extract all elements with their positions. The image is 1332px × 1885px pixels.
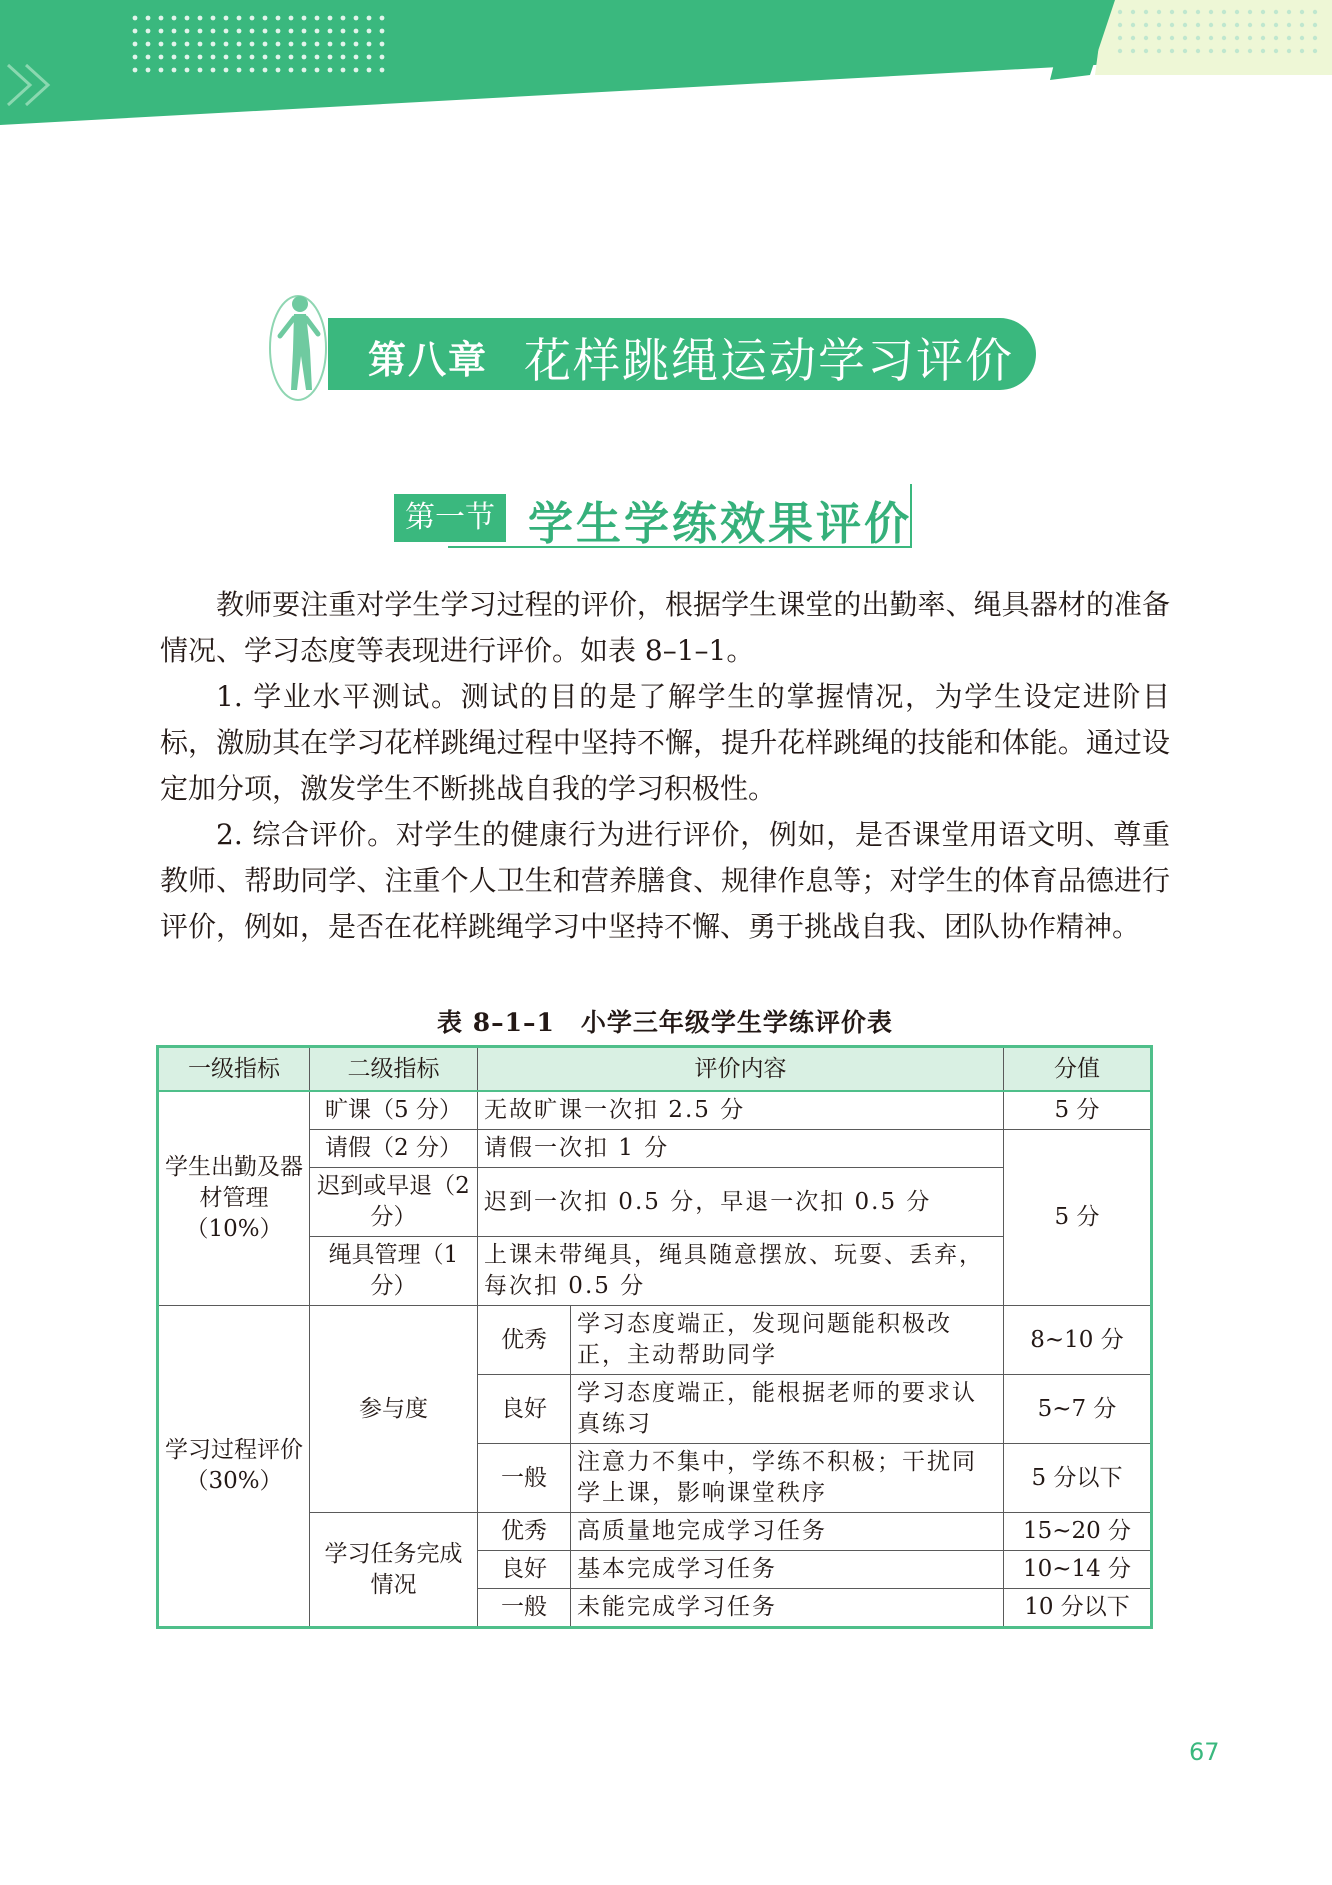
banner-dot	[1222, 49, 1226, 53]
banner-dot	[354, 16, 359, 21]
banner-dot	[328, 29, 333, 34]
banner-dot	[289, 42, 294, 47]
banner-dot	[276, 29, 281, 34]
banner-dot	[1248, 10, 1252, 14]
page-number: 67	[1189, 1738, 1220, 1766]
banner-dot	[198, 16, 203, 21]
banner-dot	[263, 16, 268, 21]
banner-dot	[1118, 10, 1122, 14]
banner-dot	[1131, 49, 1135, 53]
score-cell: 10~14 分	[1004, 1551, 1152, 1589]
header-cell: 分值	[1004, 1047, 1152, 1092]
banner-dot	[1157, 10, 1161, 14]
banner-dot	[1261, 36, 1265, 40]
banner-dot	[1248, 23, 1252, 27]
banner-dot	[1183, 10, 1187, 14]
banner-dot	[1196, 23, 1200, 27]
content-cell: 学习态度端正，发现问题能积极改正，主动帮助同学	[571, 1306, 1004, 1375]
banner-dot	[1287, 36, 1291, 40]
banner-dot	[1183, 49, 1187, 53]
banner-dot	[328, 68, 333, 73]
banner-dot	[1313, 49, 1317, 53]
banner-dot	[1144, 36, 1148, 40]
banner-dot	[224, 29, 229, 34]
content-cell: 注意力不集中，学练不积极；干扰同学上课，影响课堂秩序	[571, 1444, 1004, 1513]
banner-dot	[133, 42, 138, 47]
level2-cell: 学习任务完成情况	[310, 1513, 478, 1628]
banner-dot	[1222, 23, 1226, 27]
banner-dot	[211, 68, 216, 73]
score-cell: 5 分以下	[1004, 1444, 1152, 1513]
banner-dot	[367, 55, 372, 60]
level1-cell: 学习过程评价（30%）	[158, 1306, 310, 1628]
banner-dot	[302, 68, 307, 73]
content-cell: 无故旷课一次扣 2.5 分	[478, 1091, 1004, 1130]
level2-cell: 旷课（5 分）	[310, 1091, 478, 1130]
banner-dot	[1144, 10, 1148, 14]
banner-dot	[367, 16, 372, 21]
banner-dot	[1157, 36, 1161, 40]
banner-dot	[1131, 23, 1135, 27]
banner-dot	[1183, 36, 1187, 40]
grade-cell: 优秀	[478, 1513, 571, 1551]
grade-cell: 优秀	[478, 1306, 571, 1375]
banner-dot	[315, 29, 320, 34]
banner-dot	[1287, 10, 1291, 14]
banner-dot	[1209, 36, 1213, 40]
banner-dot	[367, 29, 372, 34]
banner-dot	[380, 16, 385, 21]
banner-dot	[250, 68, 255, 73]
banner-dot	[1209, 10, 1213, 14]
banner-dot	[1144, 23, 1148, 27]
banner-dot	[1287, 49, 1291, 53]
banner-dot	[302, 29, 307, 34]
level2-cell: 迟到或早退（2 分）	[310, 1168, 478, 1237]
header-banner	[0, 0, 1332, 130]
banner-dot	[1157, 23, 1161, 27]
banner-dot	[341, 55, 346, 60]
banner-dot	[185, 42, 190, 47]
banner-dot	[263, 55, 268, 60]
banner-dot	[198, 29, 203, 34]
banner-dot	[276, 68, 281, 73]
banner-dot	[185, 16, 190, 21]
content-cell: 基本完成学习任务	[571, 1551, 1004, 1589]
banner-dot	[315, 16, 320, 21]
banner-dot	[211, 42, 216, 47]
banner-dot	[302, 42, 307, 47]
banner-dot	[354, 29, 359, 34]
banner-dot	[302, 16, 307, 21]
header-cell: 二级指标	[310, 1047, 478, 1092]
banner-dot	[1170, 23, 1174, 27]
banner-dot	[1118, 49, 1122, 53]
banner-dot	[276, 16, 281, 21]
banner-dot	[172, 29, 177, 34]
banner-dot	[1300, 49, 1304, 53]
banner-dot	[380, 29, 385, 34]
rope-jumper-icon	[266, 290, 336, 405]
banner-dot	[211, 16, 216, 21]
banner-dot	[1118, 36, 1122, 40]
banner-dot	[159, 29, 164, 34]
banner-dot	[146, 42, 151, 47]
banner-dot	[380, 55, 385, 60]
score-cell: 10 分以下	[1004, 1589, 1152, 1628]
banner-dot	[341, 68, 346, 73]
banner-dot	[289, 16, 294, 21]
level2-cell: 参与度	[310, 1306, 478, 1513]
banner-dot	[250, 42, 255, 47]
header-cell: 评价内容	[478, 1047, 1004, 1092]
banner-dot	[1235, 49, 1239, 53]
banner-dot	[133, 29, 138, 34]
banner-dot	[1183, 23, 1187, 27]
banner-dot	[224, 16, 229, 21]
banner-dot	[1313, 10, 1317, 14]
banner-dot	[289, 55, 294, 60]
banner-dot	[354, 55, 359, 60]
banner-dot	[1170, 49, 1174, 53]
banner-dot	[315, 55, 320, 60]
banner-dot	[146, 29, 151, 34]
banner-dot	[263, 29, 268, 34]
banner-dot	[172, 42, 177, 47]
banner-dot	[328, 55, 333, 60]
table-header-row	[158, 1047, 1152, 1092]
banner-dot	[198, 55, 203, 60]
score-cell: 15~20 分	[1004, 1513, 1152, 1551]
banner-dot	[146, 55, 151, 60]
banner-dot	[224, 68, 229, 73]
banner-dot	[250, 55, 255, 60]
chapter-number: 第八章	[368, 338, 489, 382]
banner-dot	[133, 16, 138, 21]
banner-dot	[1313, 36, 1317, 40]
section-number: 第一节	[394, 494, 506, 542]
banner-dot	[263, 42, 268, 47]
table-row	[158, 1306, 1152, 1375]
banner-dot	[1196, 49, 1200, 53]
banner-dot	[172, 68, 177, 73]
banner-dot	[380, 68, 385, 73]
banner-dot	[237, 16, 242, 21]
banner-dot	[263, 68, 268, 73]
grade-cell: 一般	[478, 1589, 571, 1628]
banner-dot	[1300, 36, 1304, 40]
banner-dot	[1274, 10, 1278, 14]
grade-cell: 良好	[478, 1551, 571, 1589]
banner-dot	[1274, 36, 1278, 40]
banner-dot	[276, 55, 281, 60]
banner-dot	[1157, 49, 1161, 53]
banner-dot	[354, 68, 359, 73]
evaluation-table	[156, 1045, 1153, 1629]
table-row	[158, 1091, 1152, 1130]
banner-dot	[1274, 23, 1278, 27]
banner-dot	[1313, 23, 1317, 27]
banner-dot	[224, 55, 229, 60]
content-cell: 请假一次扣 1 分	[478, 1130, 1004, 1168]
banner-dot	[341, 42, 346, 47]
paragraph: 2. 综合评价。对学生的健康行为进行评价，例如，是否课堂用语文明、尊重教师、帮助同学、注重个人卫生和营养膳食、规律作息等；对学生的体育品德进行评价，例如，是否在花样跳绳学习中坚持不懈、勇于挑战自我、团队协作精神。	[160, 818, 1170, 943]
content-cell: 未能完成学习任务	[571, 1589, 1004, 1628]
banner-dot	[185, 29, 190, 34]
banner-dot	[328, 16, 333, 21]
banner-dot	[1261, 23, 1265, 27]
score-cell: 5 分	[1004, 1130, 1152, 1306]
banner-dot	[380, 42, 385, 47]
banner-dot	[1261, 10, 1265, 14]
paragraph: 教师要注重对学生学习过程的评价，根据学生课堂的出勤率、绳具器材的准备情况、学习态度等表现进行评价。如表 8–1–1。	[160, 588, 1170, 667]
banner-dot	[354, 42, 359, 47]
content-cell: 高质量地完成学习任务	[571, 1513, 1004, 1551]
banner-dot	[341, 16, 346, 21]
banner-dot	[1274, 49, 1278, 53]
banner-dot	[1261, 49, 1265, 53]
banner-dot	[1131, 36, 1135, 40]
level2-cell: 请假（2 分）	[310, 1130, 478, 1168]
banner-dot	[1248, 36, 1252, 40]
banner-dot	[146, 16, 151, 21]
banner-dot	[289, 68, 294, 73]
banner-dot	[198, 68, 203, 73]
banner-dot	[367, 42, 372, 47]
banner-dot	[146, 68, 151, 73]
banner-dot	[276, 42, 281, 47]
banner-dot	[1196, 36, 1200, 40]
content-cell: 上课未带绳具，绳具随意摆放、玩耍、丢弃，每次扣 0.5 分	[478, 1237, 1004, 1306]
banner-dot	[1235, 10, 1239, 14]
banner-dot	[172, 55, 177, 60]
section-title: 学生学练效果评价	[528, 497, 913, 550]
banner-dot	[237, 55, 242, 60]
banner-dot	[1300, 23, 1304, 27]
banner-dot	[315, 68, 320, 73]
level2-cell: 绳具管理（1 分）	[310, 1237, 478, 1306]
banner-dot	[133, 68, 138, 73]
banner-dot	[1209, 49, 1213, 53]
table-caption: 表 8–1–1 小学三年级学生学练评价表	[437, 1008, 893, 1037]
banner-dot	[211, 55, 216, 60]
banner-dot	[1144, 49, 1148, 53]
banner-dot	[133, 55, 138, 60]
score-cell: 5 分	[1004, 1091, 1152, 1130]
banner-dot	[341, 29, 346, 34]
content-cell: 学习态度端正，能根据老师的要求认真练习	[571, 1375, 1004, 1444]
header-cell: 一级指标	[158, 1047, 310, 1092]
banner-dot	[159, 68, 164, 73]
banner-dot	[1196, 10, 1200, 14]
content-cell: 迟到一次扣 0.5 分，早退一次扣 0.5 分	[478, 1168, 1004, 1237]
grade-cell: 良好	[478, 1375, 571, 1444]
banner-dot	[1222, 36, 1226, 40]
banner-dot	[1118, 23, 1122, 27]
banner-dot	[315, 42, 320, 47]
level1-cell: 学生出勤及器材管理（10%）	[158, 1091, 310, 1306]
banner-dot	[1170, 36, 1174, 40]
grade-cell: 一般	[478, 1444, 571, 1513]
banner-dot	[1170, 10, 1174, 14]
banner-dot	[1300, 10, 1304, 14]
banner-dot	[302, 55, 307, 60]
banner-dot	[367, 68, 372, 73]
banner-dot	[289, 29, 294, 34]
banner-dot	[185, 55, 190, 60]
banner-dot	[1209, 23, 1213, 27]
banner-dot	[1248, 49, 1252, 53]
banner-dot	[211, 29, 216, 34]
banner-dot	[237, 42, 242, 47]
banner-dot	[1235, 36, 1239, 40]
banner-dot	[159, 16, 164, 21]
banner-dot	[250, 29, 255, 34]
banner-dot	[328, 42, 333, 47]
banner-dot	[237, 68, 242, 73]
score-cell: 8~10 分	[1004, 1306, 1152, 1375]
banner-dot	[198, 42, 203, 47]
banner-dot	[1222, 10, 1226, 14]
paragraph: 1. 学业水平测试。测试的目的是了解学生的掌握情况，为学生设定进阶目标，激励其在学习花样跳绳过程中坚持不懈，提升花样跳绳的技能和体能。通过设定加分项，激发学生不断挑战自我的学习积极性。	[160, 680, 1170, 805]
banner-dot	[250, 16, 255, 21]
body-text	[160, 582, 1170, 950]
banner-dot	[237, 29, 242, 34]
banner-dot	[159, 42, 164, 47]
banner-dot	[159, 55, 164, 60]
banner-dot	[224, 42, 229, 47]
score-cell: 5~7 分	[1004, 1375, 1152, 1444]
banner-dot	[172, 16, 177, 21]
banner-dot	[1235, 23, 1239, 27]
banner-dot	[1287, 23, 1291, 27]
banner-dot	[1131, 10, 1135, 14]
banner-dot	[185, 68, 190, 73]
chapter-title: 花样跳绳运动学习评价	[524, 334, 1014, 389]
